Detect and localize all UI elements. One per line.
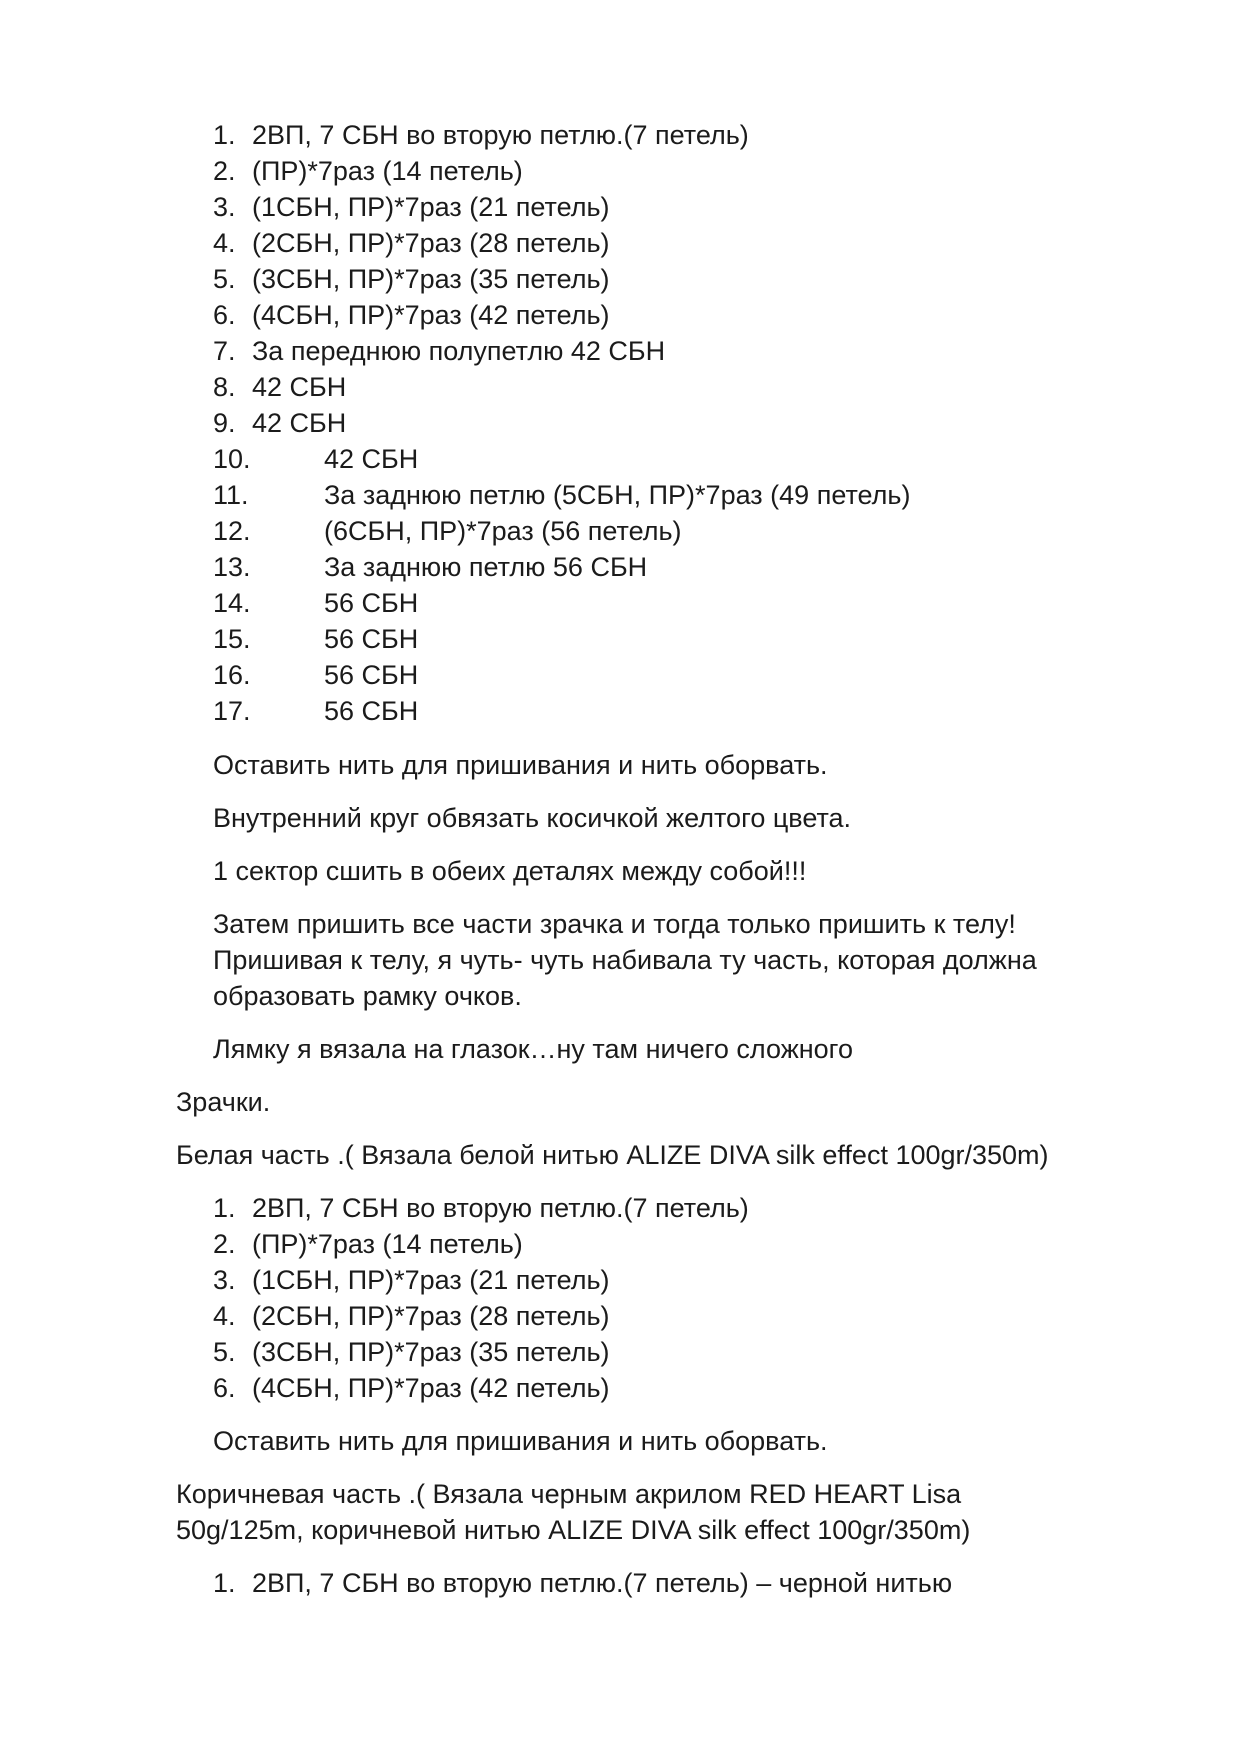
list-text: 56 СБН	[324, 660, 419, 690]
list-text: 2ВП, 7 СБН во вторую петлю.(7 петель)	[252, 1193, 749, 1223]
list-number: 2.	[213, 156, 236, 186]
paragraph-line: образовать рамку очков.	[213, 981, 522, 1011]
section-subheading-line: 50g/125m, коричневой нитью ALIZE DIVA silk effect 100gr/350m)	[176, 1515, 971, 1545]
list-text: 56 СБН	[324, 624, 419, 654]
section-subheading-line: Коричневая часть .( Вязала черным акрилом RED HEART Lisa	[176, 1479, 962, 1509]
list-number: 4.	[213, 228, 236, 258]
list-text: 2ВП, 7 СБН во вторую петлю.(7 петель) – черной нитью	[252, 1568, 953, 1598]
list-number: 6.	[213, 300, 236, 330]
list-text: 42 СБН	[324, 444, 419, 474]
list-number: 1.	[213, 1193, 236, 1223]
list-number: 5.	[213, 264, 236, 294]
list-text: 56 СБН	[324, 588, 419, 618]
paragraph: 1 сектор сшить в обеих деталях между собой!!!	[213, 856, 807, 886]
list-number: 7.	[213, 336, 236, 366]
list-text: (4СБН, ПР)*7раз (42 петель)	[252, 1373, 610, 1403]
list-text: За заднюю петлю (5СБН, ПР)*7раз (49 петель)	[324, 480, 911, 510]
paragraph: Оставить нить для пришивания и нить оборвать.	[213, 1426, 828, 1456]
list-text: 2ВП, 7 СБН во вторую петлю.(7 петель)	[252, 120, 749, 150]
list-text: (6СБН, ПР)*7раз (56 петель)	[324, 516, 682, 546]
list-number: 17.	[213, 696, 251, 726]
paragraph: Внутренний круг обвязать косичкой желтого цвета.	[213, 803, 852, 833]
list-number: 9.	[213, 408, 236, 438]
list-number: 10.	[213, 444, 251, 474]
list-text: (3СБН, ПР)*7раз (35 петель)	[252, 1337, 610, 1367]
list-number: 12.	[213, 516, 251, 546]
list-number: 1.	[213, 120, 236, 150]
list-number: 15.	[213, 624, 251, 654]
list-number: 6.	[213, 1373, 236, 1403]
list-text: За заднюю петлю 56 СБН	[324, 552, 648, 582]
paragraph: Лямку я вязала на глазок…ну там ничего сложного	[213, 1034, 853, 1064]
list-text: 42 СБН	[252, 372, 347, 402]
paragraph-line: Затем пришить все части зрачка и тогда только пришить к телу!	[213, 909, 1016, 939]
paragraph-line: Пришивая к телу, я чуть- чуть набивала ту часть, которая должна	[213, 945, 1037, 975]
list-number: 8.	[213, 372, 236, 402]
list-number: 4.	[213, 1301, 236, 1331]
paragraph: Оставить нить для пришивания и нить оборвать.	[213, 750, 828, 780]
section-subheading: Белая часть .( Вязала белой нитью ALIZE DIVA silk effect 100gr/350m)	[176, 1140, 1049, 1170]
list-number: 3.	[213, 192, 236, 222]
list-text: (2СБН, ПР)*7раз (28 петель)	[252, 228, 610, 258]
list-text: (3СБН, ПР)*7раз (35 петель)	[252, 264, 610, 294]
list-text: (ПР)*7раз (14 петель)	[252, 156, 523, 186]
list-number: 3.	[213, 1265, 236, 1295]
list-number: 11.	[213, 480, 249, 510]
list-text: (1СБН, ПР)*7раз (21 петель)	[252, 1265, 610, 1295]
section-heading: Зрачки.	[176, 1087, 271, 1117]
list-number: 1.	[213, 1568, 236, 1598]
list-text: (4СБН, ПР)*7раз (42 петель)	[252, 300, 610, 330]
list-text: 56 СБН	[324, 696, 419, 726]
list-text: (2СБН, ПР)*7раз (28 петель)	[252, 1301, 610, 1331]
list-number: 13.	[213, 552, 251, 582]
list-text: (1СБН, ПР)*7раз (21 петель)	[252, 192, 610, 222]
list-number: 14.	[213, 588, 251, 618]
list-number: 16.	[213, 660, 251, 690]
list-number: 5.	[213, 1337, 236, 1367]
list-text: За переднюю полупетлю 42 СБН	[252, 336, 666, 366]
list-text: 42 СБН	[252, 408, 347, 438]
list-text: (ПР)*7раз (14 петель)	[252, 1229, 523, 1259]
list-number: 2.	[213, 1229, 236, 1259]
